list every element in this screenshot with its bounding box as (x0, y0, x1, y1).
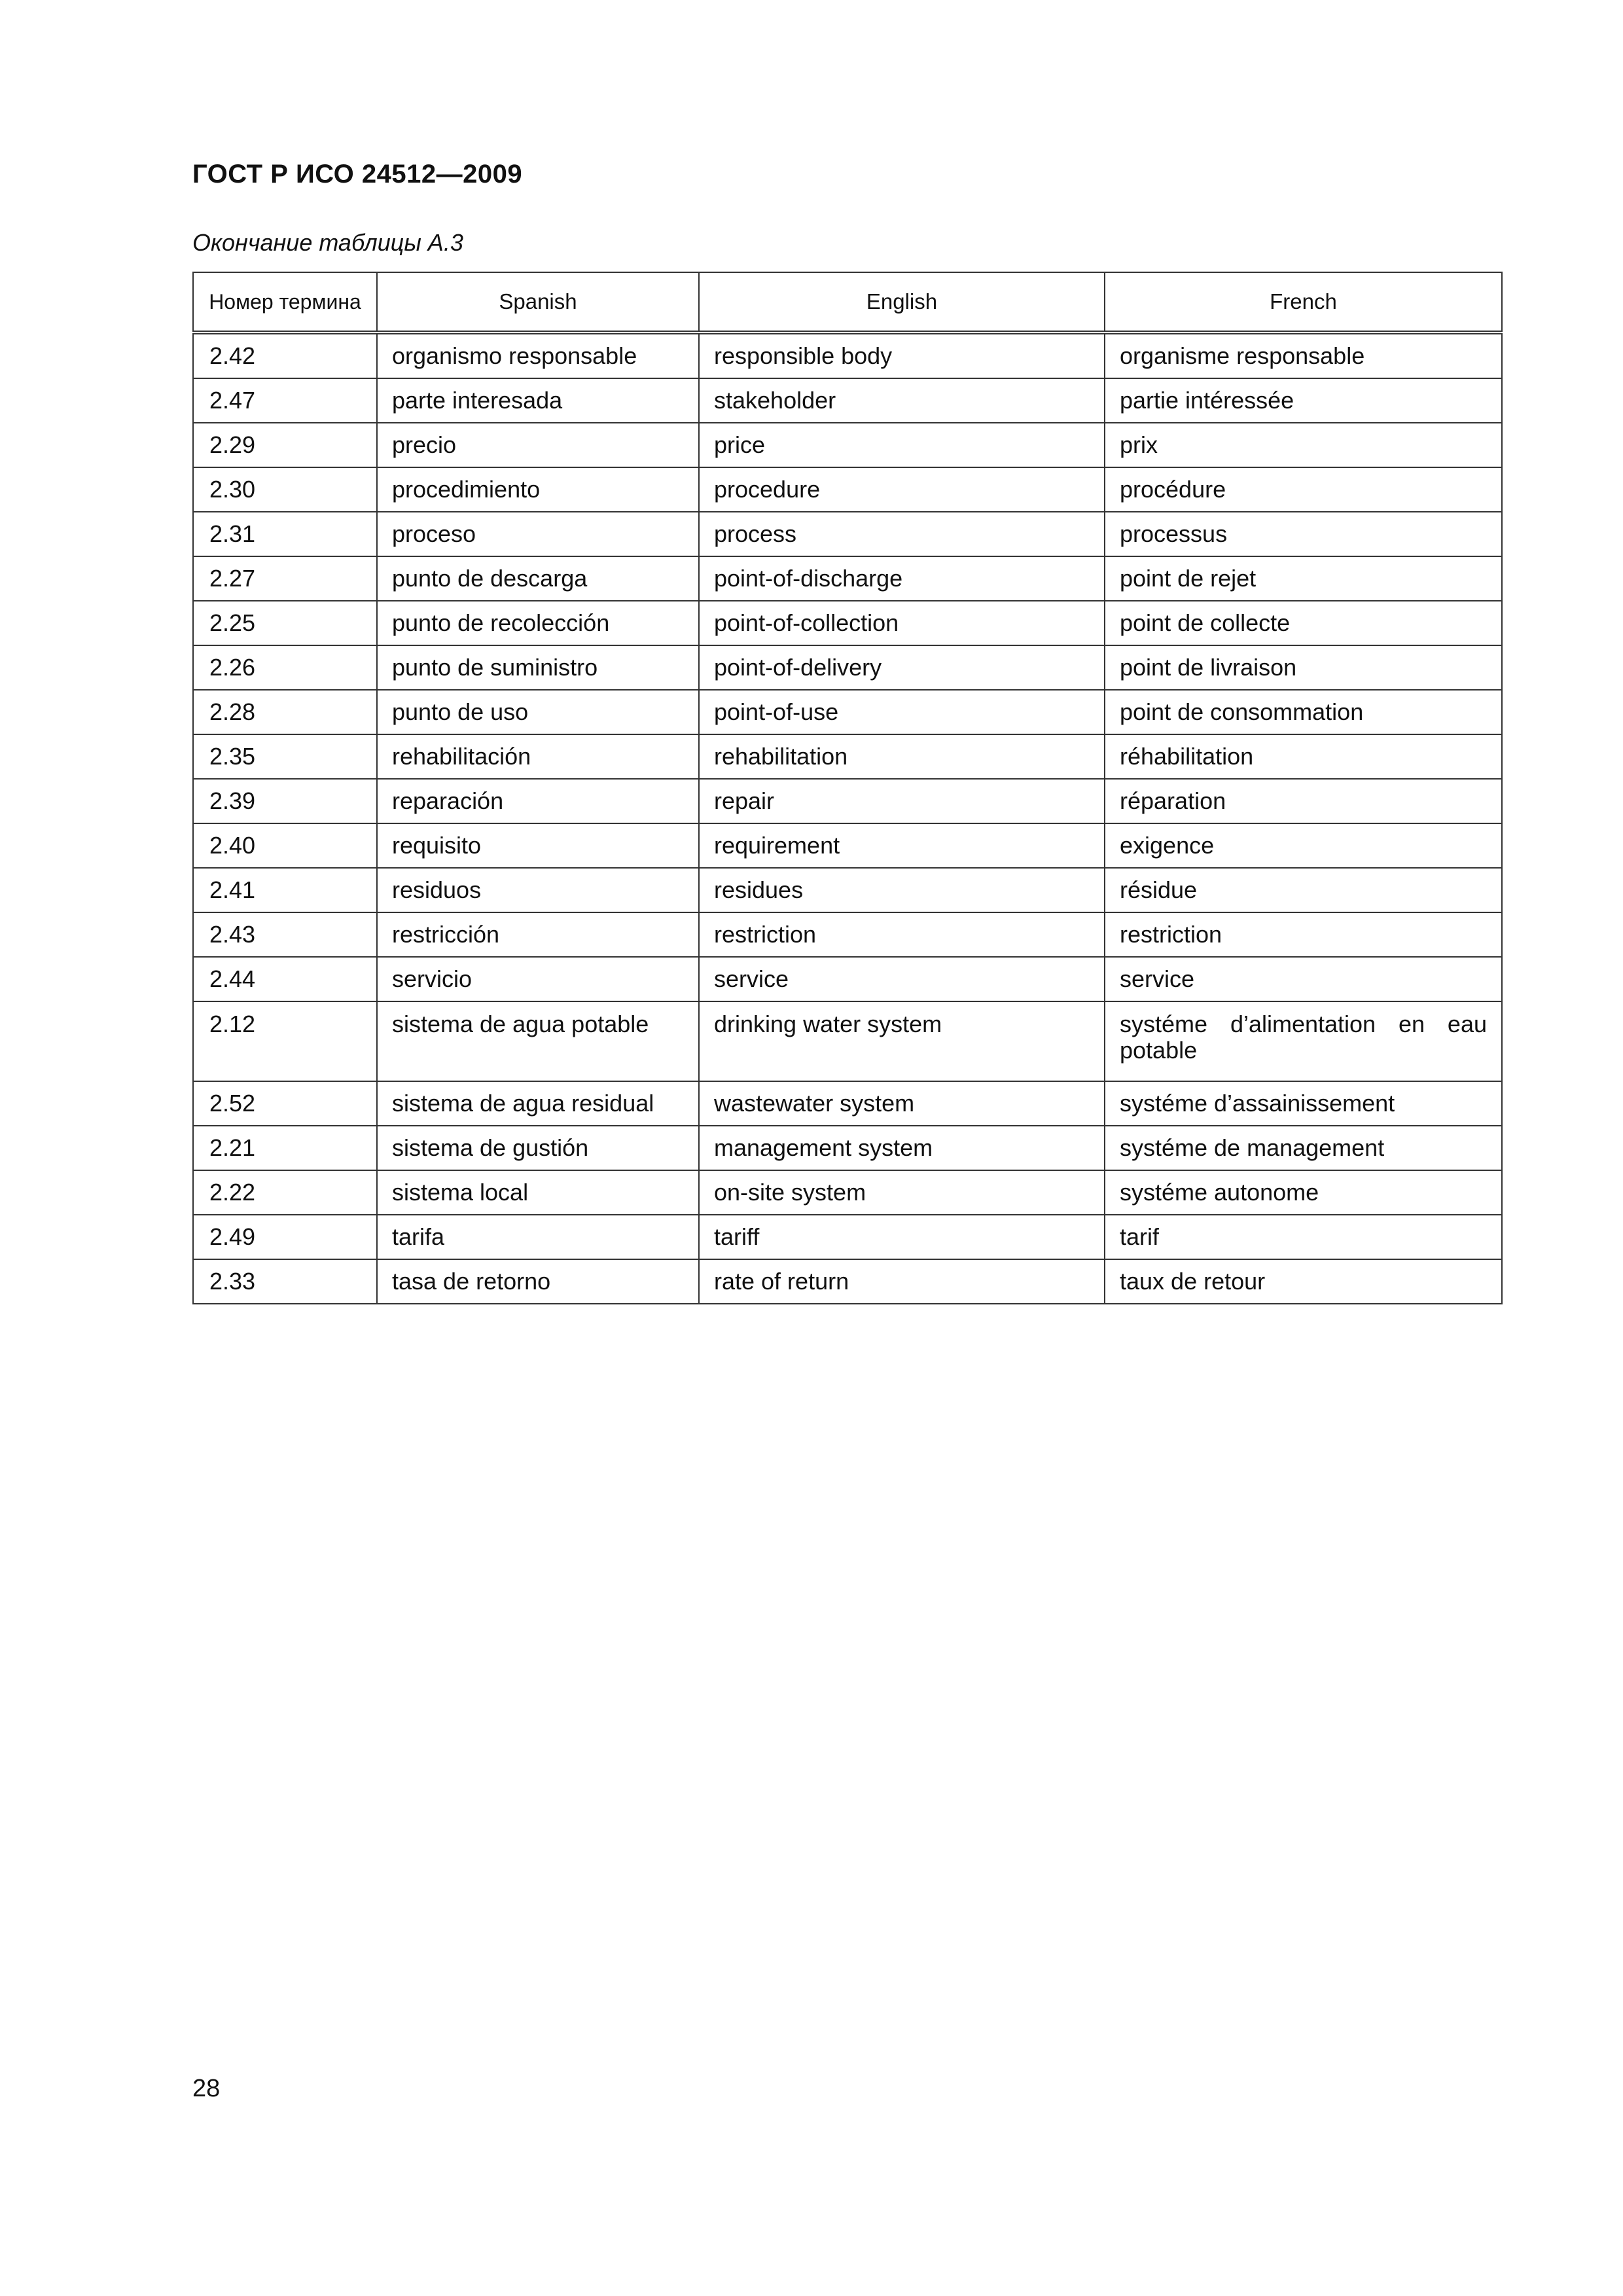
english-term: point-of-use (699, 690, 1105, 734)
table-row (193, 779, 1502, 823)
english-term: repair (699, 779, 1105, 823)
term-number: 2.29 (193, 423, 377, 467)
term-number: 2.25 (193, 601, 377, 645)
spanish-term: sistema de gustión (377, 1126, 699, 1170)
english-term: procedure (699, 467, 1105, 512)
english-term: residues (699, 868, 1105, 912)
english-term: drinking water system (699, 1001, 1105, 1081)
french-term: réparation (1105, 779, 1502, 823)
spanish-term: proceso (377, 512, 699, 556)
spanish-term: reparación (377, 779, 699, 823)
table-row (193, 1259, 1502, 1304)
english-term: point-of-discharge (699, 556, 1105, 601)
french-term: point de livraison (1105, 645, 1502, 690)
spanish-term: precio (377, 423, 699, 467)
table-row (193, 467, 1502, 512)
french-term: systéme autonome (1105, 1170, 1502, 1215)
table-body (193, 332, 1502, 1304)
english-term: wastewater system (699, 1081, 1105, 1126)
french-term: taux de retour (1105, 1259, 1502, 1304)
english-term: stakeholder (699, 378, 1105, 423)
spanish-term: sistema de agua potable (377, 1001, 699, 1081)
table-row (193, 423, 1502, 467)
table-row (193, 556, 1502, 601)
english-term: on-site system (699, 1170, 1105, 1215)
french-term: résidue (1105, 868, 1502, 912)
term-number: 2.40 (193, 823, 377, 868)
column-header-english: English (699, 272, 1105, 332)
spanish-term: punto de suministro (377, 645, 699, 690)
term-number: 2.27 (193, 556, 377, 601)
table-row (193, 1126, 1502, 1170)
french-term: procédure (1105, 467, 1502, 512)
french-term: organisme responsable (1105, 332, 1502, 378)
page-number: 28 (192, 2075, 221, 2102)
english-term: process (699, 512, 1105, 556)
french-term: exigence (1105, 823, 1502, 868)
table-row (193, 1081, 1502, 1126)
term-number: 2.43 (193, 912, 377, 957)
table-row (193, 332, 1502, 378)
spanish-term: residuos (377, 868, 699, 912)
table-caption: Окончание таблицы А.3 (192, 229, 463, 256)
table-row (193, 601, 1502, 645)
spanish-term: tasa de retorno (377, 1259, 699, 1304)
document-header: ГОСТ Р ИСО 24512—2009 (192, 160, 523, 188)
french-term: réhabilitation (1105, 734, 1502, 779)
spanish-term: servicio (377, 957, 699, 1001)
table-row (193, 690, 1502, 734)
table-row (193, 957, 1502, 1001)
spanish-term: restricción (377, 912, 699, 957)
table-row (193, 378, 1502, 423)
spanish-term: rehabilitación (377, 734, 699, 779)
term-number: 2.22 (193, 1170, 377, 1215)
term-number: 2.30 (193, 467, 377, 512)
french-term: processus (1105, 512, 1502, 556)
term-number: 2.33 (193, 1259, 377, 1304)
english-term: service (699, 957, 1105, 1001)
term-number: 2.31 (193, 512, 377, 556)
term-number: 2.41 (193, 868, 377, 912)
term-number: 2.35 (193, 734, 377, 779)
term-number: 2.28 (193, 690, 377, 734)
term-number: 2.39 (193, 779, 377, 823)
english-term: point-of-delivery (699, 645, 1105, 690)
english-term: rate of return (699, 1259, 1105, 1304)
term-number: 2.49 (193, 1215, 377, 1259)
term-number: 2.12 (193, 1001, 377, 1081)
english-term: management system (699, 1126, 1105, 1170)
spanish-term: parte interesada (377, 378, 699, 423)
term-number: 2.44 (193, 957, 377, 1001)
term-number: 2.42 (193, 332, 377, 378)
french-term: point de rejet (1105, 556, 1502, 601)
table-row (193, 734, 1502, 779)
table-row (193, 1001, 1502, 1081)
english-term: point-of-collection (699, 601, 1105, 645)
english-term: tariff (699, 1215, 1105, 1259)
french-term: prix (1105, 423, 1502, 467)
french-term: restriction (1105, 912, 1502, 957)
term-number: 2.26 (193, 645, 377, 690)
term-number: 2.52 (193, 1081, 377, 1126)
column-header-spanish: Spanish (377, 272, 699, 332)
french-term: point de collecte (1105, 601, 1502, 645)
spanish-term: punto de uso (377, 690, 699, 734)
spanish-term: punto de recolección (377, 601, 699, 645)
header-row (193, 272, 1502, 332)
spanish-term: requisito (377, 823, 699, 868)
terms-table (192, 272, 1503, 1304)
table-row (193, 512, 1502, 556)
table-row (193, 912, 1502, 957)
french-term: systéme de management (1105, 1126, 1502, 1170)
term-number: 2.47 (193, 378, 377, 423)
term-number: 2.21 (193, 1126, 377, 1170)
spanish-term: punto de descarga (377, 556, 699, 601)
table-row (193, 823, 1502, 868)
column-header-french: French (1105, 272, 1502, 332)
table-row (193, 1215, 1502, 1259)
english-term: requirement (699, 823, 1105, 868)
table-header (193, 272, 1502, 332)
french-term: systéme d’assainissement (1105, 1081, 1502, 1126)
spanish-term: organismo responsable (377, 332, 699, 378)
english-term: price (699, 423, 1105, 467)
table-row (193, 868, 1502, 912)
spanish-term: tarifa (377, 1215, 699, 1259)
french-term: systéme d’alimentation en eau potable (1105, 1001, 1502, 1081)
english-term: restriction (699, 912, 1105, 957)
spanish-term: sistema local (377, 1170, 699, 1215)
french-term: point de consommation (1105, 690, 1502, 734)
french-term: tarif (1105, 1215, 1502, 1259)
french-term: service (1105, 957, 1502, 1001)
english-term: responsible body (699, 332, 1105, 378)
spanish-term: procedimiento (377, 467, 699, 512)
spanish-term: sistema de agua residual (377, 1081, 699, 1126)
french-term: partie intéressée (1105, 378, 1502, 423)
table-row (193, 1170, 1502, 1215)
table-row (193, 645, 1502, 690)
column-header-term-number: Номер термина (193, 272, 377, 332)
english-term: rehabilitation (699, 734, 1105, 779)
